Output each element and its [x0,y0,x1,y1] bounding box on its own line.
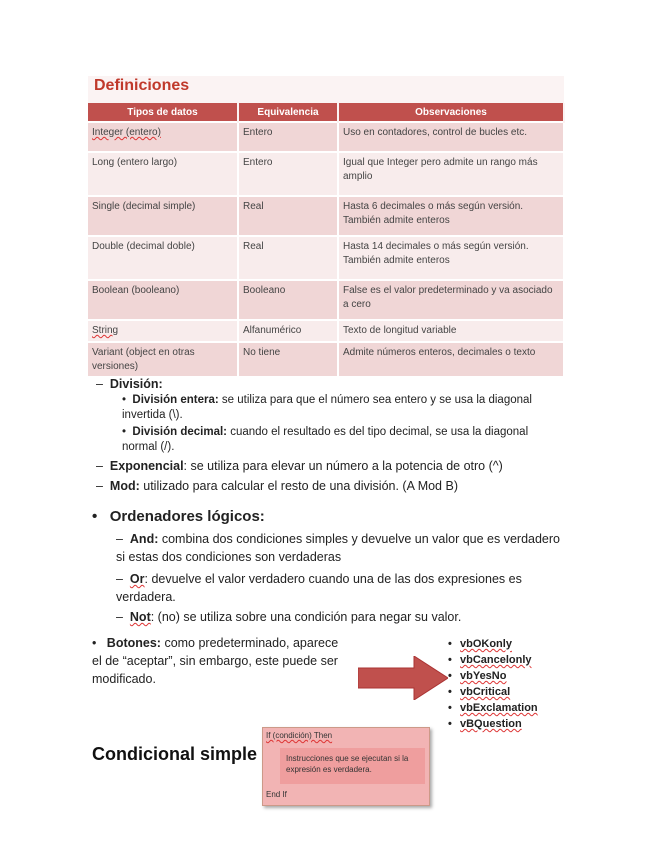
logical-title-item [92,509,265,525]
table-row [88,342,564,376]
or-item [116,570,566,606]
dash-bullet: – [116,532,130,546]
cell-equiv: No tiene [238,342,338,376]
list-item: • vbExclamation [448,700,538,716]
right-arrow-icon [358,656,448,700]
cell-equiv: Booleano [238,280,338,320]
dash-bullet: – [96,377,110,391]
div-entera-text: se utiliza para que el número sea entero y se usa la diagonal invertida (\). [122,394,532,421]
div-decimal-text: cuando el resultado es del tipo decimal, se usa la diagonal normal (/). [122,426,529,453]
definitions-title: Definiciones [94,77,190,94]
dash-bullet: – [116,572,130,586]
mod-label: Mod: [109,479,140,493]
div-entera-label: División entera: [132,394,219,406]
mod-item [96,478,458,494]
or-label: Or [129,572,145,586]
cell-equiv: Entero [238,122,338,152]
dash-bullet: – [116,610,130,624]
list-item: • vBQuestion [448,716,538,732]
list-item: • vbOKonly [448,636,538,652]
cell-obs: False es el valor predeterminado y va asociado a cero [338,280,564,320]
division-entera-item [122,393,542,423]
cell-equiv: Real [238,236,338,280]
table-header-row [88,103,564,122]
exponencial-item [96,458,503,474]
table-row [88,280,564,320]
cell-obs: Uso en contadores, control de bucles etc. [338,122,564,152]
cell-type: String [88,320,238,342]
cell-type: Integer (entero) [88,122,238,152]
division-decimal-item [122,425,542,455]
botones-text: como predeterminado, aparece el de “aceptar”, sin embargo, este puede ser modificado. [92,636,339,686]
cell-obs: Hasta 14 decimales o más según versión. También admite enteros [338,236,564,280]
table-row [88,196,564,236]
cell-type: Double (decimal doble) [88,236,238,280]
cell-equiv: Entero [238,152,338,196]
data-types-table [88,103,565,376]
conditional-body: Instrucciones que se ejecutan si la expresión es verdadera. [286,754,409,774]
div-decimal-label: División decimal: [132,426,228,438]
cell-obs: Hasta 6 decimales o más según versión. También admite enteros [338,196,564,236]
header-tipos: Tipos de datos [88,103,238,122]
not-text: : (no) se utiliza sobre una condición para negar su valor. [150,610,462,624]
list-item: • vbYesNo [448,668,538,684]
list-item: • vbCritical [448,684,538,700]
table-row [88,320,564,342]
dot-bullet: • [92,636,107,650]
msgbox-buttons-list [448,636,538,732]
cell-obs: Igual que Integer pero admite un rango más amplio [338,152,564,196]
dash-bullet: – [96,479,110,493]
header-observaciones: Observaciones [338,103,564,122]
not-item [116,608,566,626]
if-line: If (condición) Then [266,731,333,740]
dot-bullet: • [122,394,133,406]
dash-bullet: – [96,459,110,473]
cell-obs: Admite números enteros, decimales o texto [338,342,564,376]
logical-title: Ordenadores lógicos: [109,508,265,525]
list-item: • vbCancelonly [448,652,538,668]
or-text: : devuelve el valor verdadero cuando una de las dos expresiones es verdadera. [116,572,522,604]
table-row [88,236,564,280]
table-row [88,152,564,196]
and-text: combina dos condiciones simples y devuelve un valor que es verdadero si estas dos condiciones son verdaderas [116,532,560,564]
exp-text: : se utiliza para elevar un número a la potencia de otro (^) [183,459,503,473]
mod-text: utilizado para calcular el resto de una división. (A Mod B) [139,479,458,493]
cell-type: Single (decimal simple) [88,196,238,236]
division-label: División: [109,377,163,391]
cell-equiv: Alfanumérico [238,320,338,342]
not-label: Not [129,610,151,624]
header-equivalencia: Equivalencia [238,103,338,122]
botones-label: Botones: [106,636,161,650]
cell-equiv: Real [238,196,338,236]
cell-obs: Texto de longitud variable [338,320,564,342]
table-row [88,122,564,152]
conditional-title: Condicional simple [92,744,258,764]
division-item [96,376,163,392]
and-label: And: [129,532,159,546]
end-if-line: End If [266,790,287,799]
cell-type: Boolean (booleano) [88,280,238,320]
cell-type: Long (entero largo) [88,152,238,196]
and-item [116,530,566,566]
dot-bullet: • [122,426,133,438]
dot-bullet: • [92,508,110,525]
botones-item [92,634,347,688]
exp-label: Exponencial [109,459,184,473]
cell-type: Variant (object en otras versiones) [88,342,238,376]
